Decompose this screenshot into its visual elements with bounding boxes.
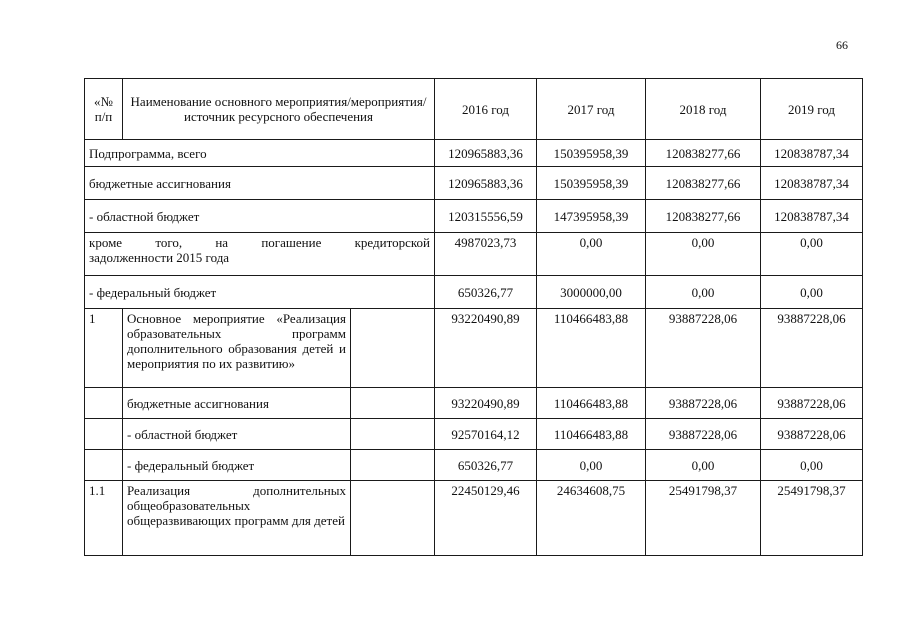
table-row <box>85 276 863 309</box>
header-number: «№ п/п <box>85 79 123 140</box>
empty-cell <box>351 388 435 419</box>
row-label <box>85 233 435 276</box>
budget-table <box>84 78 863 556</box>
value-2017: 150395958,39 <box>537 167 646 200</box>
value-2018: 120838277,66 <box>646 140 761 167</box>
value-2016: 120315556,59 <box>435 200 537 233</box>
row-label: Основное мероприятие «Реализация образовательных программ дополнительного образования детей и мероприятия по их развитию» <box>123 309 351 388</box>
value-2018: 93887228,06 <box>646 309 761 388</box>
row-label-line-2: задолженности 2015 года <box>89 250 230 265</box>
value-2016: 92570164,12 <box>435 419 537 450</box>
value-2016: 650326,77 <box>435 276 537 309</box>
value-2017: 3000000,00 <box>537 276 646 309</box>
table-row <box>85 309 863 388</box>
row-label: - федеральный бюджет <box>123 450 351 481</box>
value-2017: 0,00 <box>537 233 646 276</box>
value-2018: 0,00 <box>646 233 761 276</box>
value-2019: 93887228,06 <box>761 388 863 419</box>
value-2016: 650326,77 <box>435 450 537 481</box>
row-label: бюджетные ассигнования <box>85 167 435 200</box>
value-2016: 93220490,89 <box>435 388 537 419</box>
row-label: - федеральный бюджет <box>85 276 435 309</box>
header-name: Наименование основного мероприятия/мероприятия/источник ресурсного обеспечения <box>123 79 435 140</box>
value-2019: 120838787,34 <box>761 200 863 233</box>
value-2017: 110466483,88 <box>537 309 646 388</box>
header-year-2018: 2018 год <box>646 79 761 140</box>
row-number <box>85 388 123 419</box>
row-number <box>85 450 123 481</box>
value-2016: 120965883,36 <box>435 167 537 200</box>
row-number: 1 <box>85 309 123 388</box>
row-number: 1.1 <box>85 481 123 556</box>
table-header-row <box>85 79 863 140</box>
table-row <box>85 233 863 276</box>
value-2019: 0,00 <box>761 233 863 276</box>
empty-cell <box>351 450 435 481</box>
table-row <box>85 419 863 450</box>
value-2016: 93220490,89 <box>435 309 537 388</box>
empty-cell <box>351 309 435 388</box>
header-year-2019: 2019 год <box>761 79 863 140</box>
value-2019: 93887228,06 <box>761 309 863 388</box>
value-2019: 120838787,34 <box>761 167 863 200</box>
table-row <box>85 388 863 419</box>
value-2018: 0,00 <box>646 450 761 481</box>
value-2017: 110466483,88 <box>537 419 646 450</box>
row-label: Подпрограмма, всего <box>85 140 435 167</box>
value-2016: 4987023,73 <box>435 233 537 276</box>
empty-cell <box>351 481 435 556</box>
row-number <box>85 419 123 450</box>
page-number: 66 <box>836 38 848 52</box>
table-row <box>85 481 863 556</box>
value-2017: 0,00 <box>537 450 646 481</box>
row-label: - областной бюджет <box>123 419 351 450</box>
row-label: Реализация дополнительных общеобразовательных общеразвивающих программ для детей <box>123 481 351 556</box>
value-2018: 25491798,37 <box>646 481 761 556</box>
row-label: бюджетные ассигнования <box>123 388 351 419</box>
value-2018: 120838277,66 <box>646 167 761 200</box>
table-row <box>85 200 863 233</box>
value-2019: 0,00 <box>761 450 863 481</box>
empty-cell <box>351 419 435 450</box>
value-2016: 120965883,36 <box>435 140 537 167</box>
value-2018: 93887228,06 <box>646 419 761 450</box>
value-2016: 22450129,46 <box>435 481 537 556</box>
value-2017: 147395958,39 <box>537 200 646 233</box>
value-2017: 24634608,75 <box>537 481 646 556</box>
value-2018: 93887228,06 <box>646 388 761 419</box>
value-2017: 110466483,88 <box>537 388 646 419</box>
value-2019: 93887228,06 <box>761 419 863 450</box>
value-2017: 150395958,39 <box>537 140 646 167</box>
table-row <box>85 167 863 200</box>
row-label-line-1: кроме того, на погашение кредиторской <box>89 235 430 250</box>
value-2019: 25491798,37 <box>761 481 863 556</box>
value-2018: 0,00 <box>646 276 761 309</box>
header-year-2017: 2017 год <box>537 79 646 140</box>
header-year-2016: 2016 год <box>435 79 537 140</box>
value-2018: 120838277,66 <box>646 200 761 233</box>
table-row <box>85 140 863 167</box>
value-2019: 120838787,34 <box>761 140 863 167</box>
table-row <box>85 450 863 481</box>
value-2019: 0,00 <box>761 276 863 309</box>
row-label: - областной бюджет <box>85 200 435 233</box>
